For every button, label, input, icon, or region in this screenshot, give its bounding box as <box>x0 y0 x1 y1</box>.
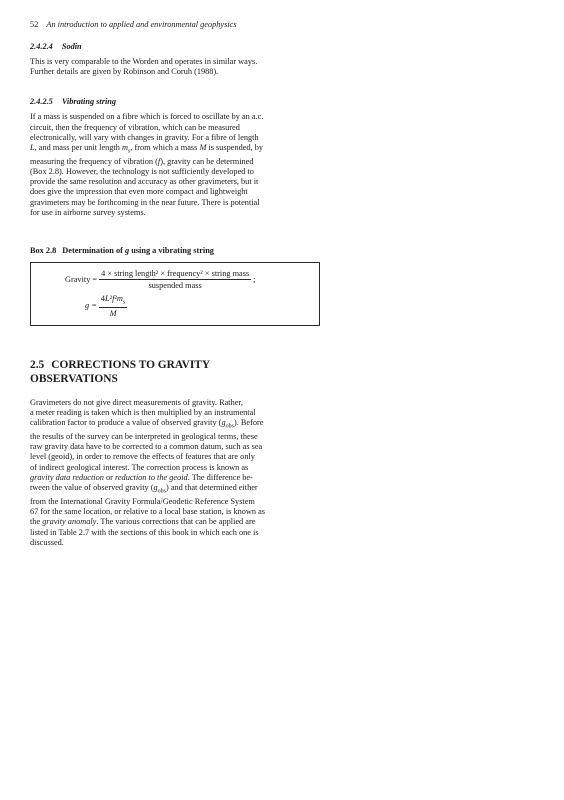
section-title-line: CORRECTIONS TO GRAVITY <box>51 358 211 371</box>
fraction-denominator: suspended mass <box>148 281 202 291</box>
text-line: calibration factor to produce a value of observed gravity $(g_{obs})$. Before <box>30 418 264 430</box>
paragraph-vibrating-string <box>30 112 320 218</box>
subsection-title: Sodin <box>61 42 82 51</box>
subsection-heading-vibrating-string <box>30 97 320 106</box>
equation-fraction <box>99 294 127 318</box>
page-number: 52 <box>30 20 39 29</box>
text-line: the results of the survey can be interpreted in geological terms, these <box>30 432 258 442</box>
text-line: raw gravity data have to be corrected to a common datum, such as sea <box>30 442 263 452</box>
text-line: 67 for the same location, or relative to a local base station, is known as <box>30 507 266 517</box>
text-line: listed in Table 2.7 with the sections of this book in which each one is <box>30 527 259 537</box>
fraction-numerator: 4 × string length² × frequency² × string mass <box>101 269 250 279</box>
section-heading-corrections <box>30 358 320 386</box>
text-line: tween the value of observed gravity $(g_{obs})$ and that determined either <box>30 483 258 495</box>
subsection-number: 2.4.2.5 <box>30 97 53 107</box>
equation-terminator: ; <box>253 275 256 285</box>
box-label: Box 2.8 <box>30 246 57 256</box>
text-line: for use in airborne survey systems. <box>30 207 146 217</box>
running-head <box>30 20 320 29</box>
box-heading <box>30 246 320 255</box>
text-line: level (geoid), in order to remove the effects of features that are only <box>30 452 255 462</box>
subsection-heading-sodin <box>30 42 320 51</box>
text-line: provide the same resolution and accuracy as other gravimeters, but it <box>30 177 259 187</box>
text-line: circuit, then the frequency of vibration, which can be measured <box>30 122 240 132</box>
equation-lhs: Gravity = <box>65 275 98 285</box>
section-title-line: OBSERVATIONS <box>30 372 118 385</box>
text-line: Gravimeters do not give direct measurements of gravity. Rather, <box>30 397 243 407</box>
text-line: gravity data reduction or reduction to the geoid. The difference be- <box>30 472 253 482</box>
section-number: 2.5 <box>30 358 45 371</box>
equation-box <box>30 262 320 326</box>
fraction-numerator: $4L^2f^2m_s$ <box>100 294 126 306</box>
text-line: gravimeters may be forthcoming in the near future. There is potential <box>30 197 260 207</box>
text-line: electronically, will vary with changes in gravity. For a fibre of length <box>30 132 259 142</box>
fraction-denominator: M <box>109 308 117 318</box>
text-line: the gravity anomaly. The various corrections that can be applied are <box>30 517 256 527</box>
text-line: from the International Gravity Formula/Geodetic Reference System <box>30 496 255 506</box>
running-title: An introduction to applied and environmental geophysics <box>46 20 237 29</box>
subsection-number: 2.4.2.4 <box>30 42 53 51</box>
text-line: measuring the frequency of vibration (f), gravity can be determined <box>30 156 254 166</box>
text-line: (Box 2.8). However, the technology is not sufficiently developed to <box>30 167 254 177</box>
text-line: discussed. <box>30 537 64 547</box>
text-line: Further details are given by Robinson and Coruh (1988). <box>30 67 219 77</box>
text-line: L, and mass per unit length $m_s$, from which a mass M is suspended, by <box>30 143 264 155</box>
equation-gravity <box>35 269 315 290</box>
equation-g <box>35 294 315 318</box>
paragraph-sodin <box>30 57 320 77</box>
text-line: This is very comparable to the Worden and operates in similar ways. <box>30 57 258 66</box>
text-line: of indirect geological interest. The correction process is known as <box>30 462 249 472</box>
text-line: a meter reading is taken which is then multiplied by an instrumental <box>30 407 256 417</box>
text-line: does give the impression that even more compact and lightweight <box>30 187 248 197</box>
equation-fraction <box>99 269 251 290</box>
subsection-title: Vibrating string <box>61 97 117 107</box>
paragraph-corrections <box>30 398 320 548</box>
box-title: Determination of g using a vibrating string <box>62 246 214 256</box>
book-page <box>30 20 320 548</box>
equation-lhs: g = <box>85 301 97 311</box>
text-line: If a mass is suspended on a fibre which is forced to oscillate by an a.c. <box>30 112 264 122</box>
